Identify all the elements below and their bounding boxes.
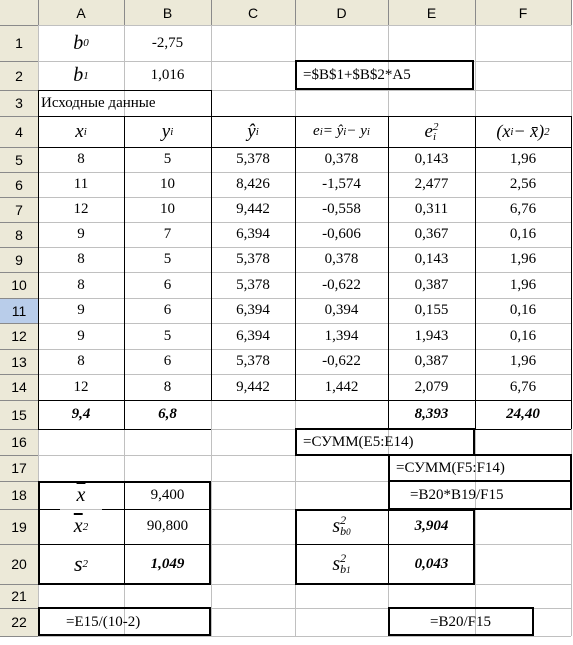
data-cell[interactable]: 11 [73, 176, 89, 192]
data-cell[interactable]: 12 [73, 201, 89, 217]
header-separator [211, 0, 212, 25]
formula-box-a22 [38, 634, 211, 636]
s-b1-squared-value[interactable]: 0,043 [414, 555, 449, 572]
formula-box-a22 [209, 607, 211, 636]
cell-border [571, 116, 572, 429]
formula-box-d2 [295, 60, 474, 62]
data-cell[interactable]: 8,426 [236, 176, 270, 192]
x-squared-mean-label[interactable]: $\overline{x}$ 2 [73, 515, 89, 537]
header-separator [0, 323, 38, 324]
formula-box-e17 [388, 454, 572, 456]
s-squared-label[interactable]: s 2 [73, 551, 89, 576]
formula-box-e18 [388, 480, 390, 510]
variance-box [295, 509, 297, 585]
formula-box-e18 [388, 480, 572, 482]
header-separator [0, 584, 38, 585]
header-deviation-squared[interactable]: (x i − x̄) 2 [496, 121, 550, 141]
data-cell[interactable]: 5,378 [236, 276, 270, 293]
row-header-3[interactable]: 3 [0, 90, 38, 116]
header-x[interactable]: x i [75, 120, 87, 142]
b0-value[interactable]: -2,75 [151, 34, 184, 51]
s-b1-squared-label[interactable]: s 2 b1 [332, 550, 351, 576]
row-header-12[interactable]: 12 [0, 323, 38, 349]
header-separator [295, 0, 296, 25]
data-cell[interactable]: 9 [77, 327, 85, 344]
formula-e18[interactable]: =B20*B19/F15 [410, 486, 504, 503]
formula-d16[interactable]: =СУММ(E5:E14) [303, 433, 414, 450]
header-separator [0, 429, 38, 430]
data-cell[interactable]: 2,079 [414, 378, 449, 395]
data-cell[interactable]: 0,378 [324, 251, 359, 267]
header-separator [0, 349, 38, 350]
row-header-18[interactable]: 18 [0, 481, 38, 509]
total-y-mean[interactable]: 6,8 [158, 406, 177, 422]
row-header-21[interactable]: 21 [0, 584, 38, 608]
b0-label[interactable]: b 0 [73, 31, 89, 54]
formula-box-d2 [295, 60, 297, 90]
header-separator [124, 0, 125, 25]
header-separator [0, 197, 38, 198]
row-header-8[interactable]: 8 [0, 222, 38, 247]
total-x-mean[interactable]: 9,4 [71, 406, 91, 422]
data-cell[interactable]: 10 [160, 176, 175, 192]
data-cell[interactable]: 6 [163, 302, 172, 318]
data-cell[interactable]: 0,16 [509, 302, 537, 318]
column-header-b[interactable]: B [124, 0, 211, 25]
header-separator [0, 272, 38, 273]
formula-box-e17 [570, 454, 572, 482]
formula-box-a22 [38, 607, 40, 636]
cell-border [38, 90, 39, 429]
formula-box-d16 [295, 428, 475, 430]
header-separator [0, 90, 38, 91]
total-deviation-squared[interactable]: 24,40 [506, 406, 540, 422]
data-cell[interactable]: 1,96 [509, 276, 537, 293]
row-header-17[interactable]: 17 [0, 455, 38, 481]
data-cell[interactable]: 7 [163, 226, 172, 242]
data-cell[interactable]: 5 [163, 151, 172, 167]
cell-border [295, 116, 296, 400]
formula-box-e22 [532, 607, 534, 636]
row-header-15[interactable]: 15 [0, 400, 38, 429]
data-cell[interactable]: 6,394 [236, 327, 270, 344]
data-cell[interactable]: 1,442 [324, 378, 359, 395]
data-cell[interactable]: 8 [77, 276, 85, 293]
data-cell[interactable]: 0,16 [509, 226, 537, 242]
data-cell[interactable]: 1,394 [324, 327, 359, 344]
header-separator [571, 0, 572, 25]
header-residual[interactable]: e i = ŷ i − y i [313, 123, 370, 139]
data-cell[interactable]: 0,394 [324, 302, 359, 318]
cell-border [38, 429, 211, 430]
data-cell[interactable]: 8 [77, 353, 85, 369]
data-cell[interactable]: 0,387 [414, 353, 449, 369]
x-bar-label[interactable]: $\overline{x}$ [76, 483, 86, 506]
header-residual-squared[interactable]: e 2 i [424, 120, 439, 143]
cell-border [211, 90, 212, 116]
data-cell[interactable]: 8 [77, 251, 85, 267]
header-separator [0, 172, 38, 173]
data-cell[interactable]: 0,378 [324, 151, 359, 167]
grid-line [38, 636, 571, 637]
column-header-e[interactable]: E [388, 0, 475, 25]
data-cell[interactable]: 9 [77, 226, 85, 242]
data-cell[interactable]: 6,76 [509, 378, 537, 395]
formula-box-e22 [388, 607, 390, 636]
header-separator [0, 636, 38, 637]
formula-box-e18 [570, 480, 572, 510]
header-separator [0, 455, 38, 456]
row-header-14[interactable]: 14 [0, 374, 38, 400]
row-header-19[interactable]: 19 [0, 509, 38, 544]
x-squared-mean-value[interactable]: 90,800 [146, 518, 189, 534]
formula-box-e22 [388, 607, 534, 609]
row-header-6[interactable]: 6 [0, 172, 38, 197]
header-separator [475, 0, 476, 25]
s-b0-squared-label[interactable]: s 2 b0 [332, 513, 351, 538]
data-cell[interactable]: 2,56 [509, 176, 537, 192]
column-header-d[interactable]: D [295, 0, 388, 25]
data-cell[interactable]: 8 [77, 151, 85, 167]
formula-box-e22 [388, 634, 534, 636]
row-header-20[interactable]: 20 [0, 544, 38, 584]
header-y[interactable]: y i [161, 120, 174, 142]
data-cell[interactable]: 1,943 [414, 327, 449, 344]
variance-box [295, 509, 475, 511]
cell-border [38, 90, 211, 91]
row-header-5[interactable]: 5 [0, 147, 38, 172]
formula-box-a22 [38, 607, 211, 609]
select-all-corner[interactable] [0, 0, 38, 25]
data-cell[interactable]: 0,16 [509, 327, 537, 344]
data-cell[interactable]: 1,96 [509, 151, 537, 167]
data-cell[interactable]: 1,96 [509, 353, 537, 369]
cell-border [38, 400, 571, 401]
row-header-9[interactable]: 9 [0, 247, 38, 272]
data-cell[interactable]: -0,622 [322, 353, 361, 369]
header-separator [0, 298, 38, 299]
data-cell[interactable]: 9,442 [236, 378, 270, 395]
header-separator [0, 400, 38, 401]
row-header-2[interactable]: 2 [0, 61, 38, 90]
header-separator [0, 116, 38, 117]
formula-box-d2 [295, 88, 474, 90]
cell-border [102, 509, 124, 510]
data-cell[interactable]: 2,477 [414, 176, 449, 192]
variance-box [473, 509, 475, 585]
header-separator [0, 374, 38, 375]
header-y-hat[interactable]: ŷ i [247, 120, 259, 142]
header-separator [0, 61, 38, 62]
data-cell[interactable]: -1,574 [322, 176, 361, 192]
data-cell[interactable]: 0,143 [414, 151, 449, 167]
cell-border [388, 116, 389, 429]
column-header-a[interactable]: A [38, 0, 124, 25]
row-header-4[interactable]: 4 [0, 116, 38, 147]
data-cell[interactable]: -0,558 [322, 201, 361, 217]
cell-border [38, 509, 60, 510]
data-cell[interactable]: 9,442 [236, 201, 270, 217]
row-header-16[interactable]: 16 [0, 429, 38, 455]
row-header-13[interactable]: 13 [0, 349, 38, 374]
stats-box [209, 481, 211, 585]
row-header-22[interactable]: 22 [0, 608, 38, 636]
data-cell[interactable]: 6,394 [236, 302, 270, 318]
data-cell[interactable]: 0,143 [414, 251, 449, 267]
cell-border [211, 116, 212, 400]
cell-border [388, 509, 389, 585]
cell-border [38, 147, 571, 148]
formula-box-d16 [473, 428, 475, 456]
formula-box-d16 [295, 428, 297, 456]
data-cell[interactable]: 12 [73, 378, 89, 395]
source-data-title[interactable]: Исходные данные [41, 94, 156, 111]
data-cell[interactable]: 9 [77, 302, 85, 318]
header-separator [0, 608, 38, 609]
stats-box [38, 481, 40, 585]
data-cell[interactable]: 6,76 [509, 201, 537, 217]
formula-box-d2 [472, 60, 474, 90]
b1-label[interactable]: b 1 [73, 64, 89, 86]
header-separator [0, 481, 38, 482]
b1-value[interactable]: 1,016 [150, 67, 185, 83]
data-cell[interactable]: 8 [163, 378, 172, 395]
header-separator [0, 147, 38, 148]
data-cell[interactable]: 5,378 [236, 251, 270, 267]
formula-box-e17 [388, 454, 390, 482]
formula-e17[interactable]: =СУММ(F5:F14) [396, 459, 505, 476]
cell-border [38, 116, 571, 117]
data-cell[interactable]: 0,387 [414, 276, 449, 293]
header-separator [0, 544, 38, 545]
data-cell[interactable]: 5 [163, 327, 172, 344]
data-cell[interactable]: 5,378 [236, 151, 270, 167]
row-header-10[interactable]: 10 [0, 272, 38, 298]
header-separator [0, 247, 38, 248]
data-cell[interactable]: 0,155 [414, 302, 449, 318]
header-separator [38, 0, 39, 25]
cell-border [124, 116, 125, 429]
data-cell[interactable]: -0,622 [322, 276, 361, 293]
cell-border [124, 509, 211, 510]
data-cell[interactable]: 6 [163, 276, 172, 293]
data-cell[interactable]: 6,394 [236, 226, 270, 242]
cell-border [475, 116, 476, 429]
data-cell[interactable]: 5,378 [236, 353, 270, 369]
header-separator [388, 0, 389, 25]
variance-box [295, 583, 475, 585]
column-header-f[interactable]: F [475, 0, 571, 25]
header-separator [0, 25, 38, 26]
row-header-7[interactable]: 7 [0, 197, 38, 222]
formula-a22[interactable]: =E15/(10-2) [66, 613, 141, 630]
x-bar-value[interactable]: 9,400 [150, 486, 185, 503]
data-cell[interactable]: 0,367 [414, 226, 449, 242]
data-cell[interactable]: 5 [163, 251, 172, 267]
data-cell[interactable]: 10 [160, 201, 175, 217]
s-squared-value[interactable]: 1,049 [150, 555, 185, 572]
data-cell[interactable]: 0,311 [414, 201, 449, 217]
row-header-1[interactable]: 1 [0, 25, 38, 61]
s-b0-squared-value[interactable]: 3,904 [414, 518, 449, 534]
header-separator [0, 509, 38, 510]
formula-d2[interactable]: =$B$1+$B$2*A5 [303, 67, 411, 83]
total-residual-squared[interactable]: 8,393 [414, 406, 449, 422]
data-cell[interactable]: 6 [163, 353, 172, 369]
formula-e22[interactable]: =B20/F15 [430, 613, 491, 630]
header-separator [0, 222, 38, 223]
data-cell[interactable]: -0,606 [322, 226, 361, 242]
cell-border [124, 481, 125, 585]
data-cell[interactable]: 1,96 [509, 251, 537, 267]
cell-border [295, 544, 475, 545]
column-header-c[interactable]: C [211, 0, 295, 25]
row-header-11[interactable]: 11 [0, 298, 38, 323]
